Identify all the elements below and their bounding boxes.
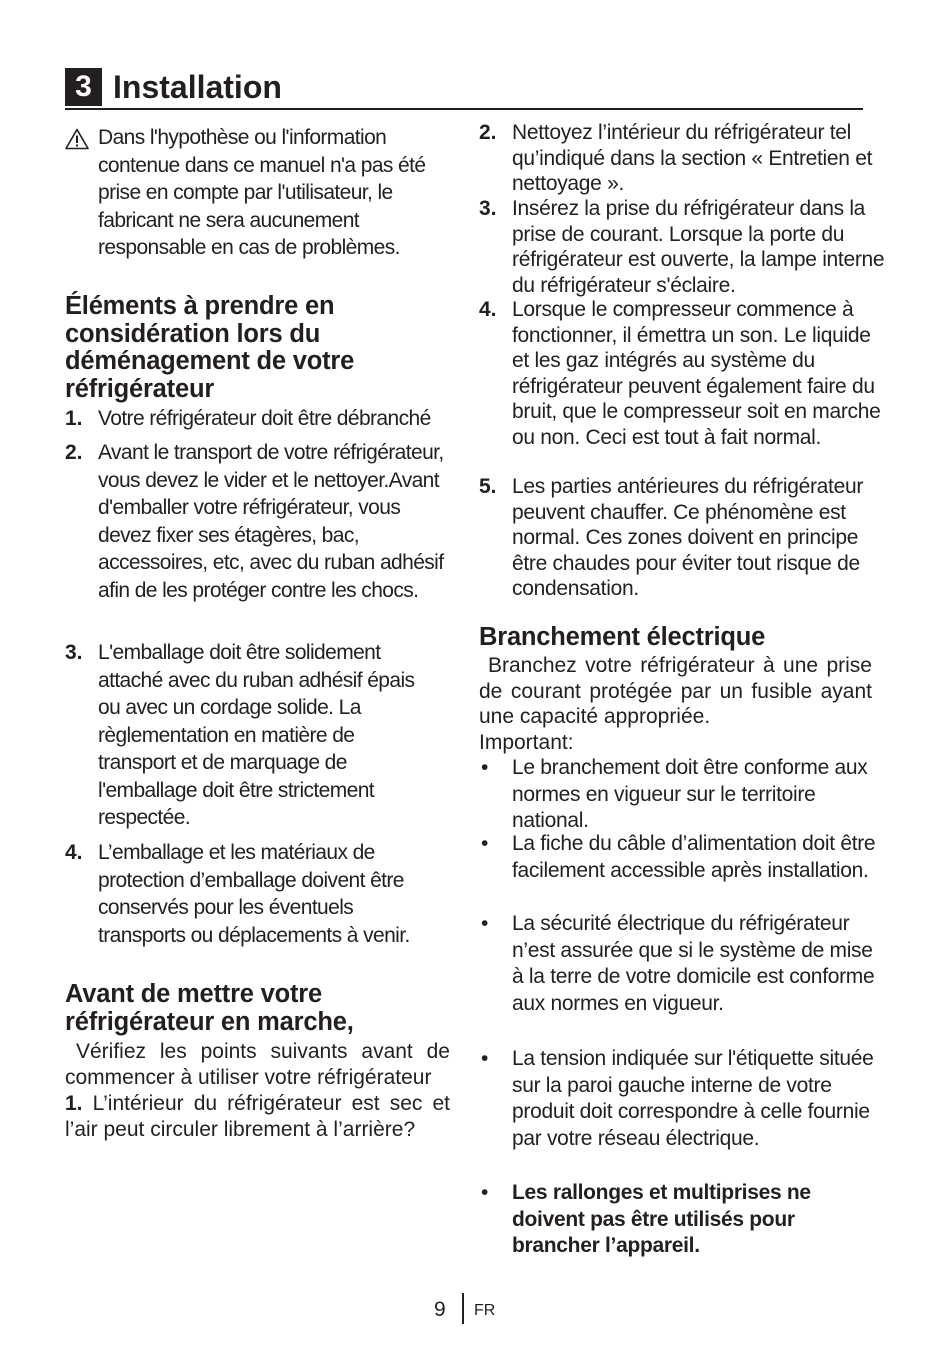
bullet-dot: • [481,912,489,935]
bullet-text: Le branchement doit être conforme aux normes en vigueur sur le territoire national. [512,756,868,832]
bullet-text: Les rallonges et multiprises ne doivent pas être utilisés pour brancher l’appareil. [512,1181,811,1257]
bullet-item [479,1180,869,1260]
electric-intro [479,653,872,730]
item-number: 3. [65,641,83,664]
item-number: 4. [65,841,83,864]
warning-icon [65,128,89,150]
item-text: Lorsque le compresseur commence à fonctionner, il émettra un son. Le liquide et les gaz intégrés au système du réfrigérateur peuvent également faire du bruit, que le compresseur soit en marche ou non. Ceci est tout à fait normal. [512,298,881,449]
item-number: 3. [479,197,497,220]
language-code: FR [474,1302,496,1319]
item-text: L’emballage et les matériaux de protection d’emballage doivent être conservés pour les éventuels transports ou déplacements à venir. [98,841,410,947]
bullet-dot: • [481,1181,489,1204]
bullet-dot: • [481,756,489,779]
bullet-dot: • [481,1047,489,1070]
list-item [65,839,440,949]
before-heading: Avant de mettre votre réfrigérateur en marche, [65,980,354,1036]
important-label: Important: [479,731,574,754]
footer-divider [462,1293,464,1324]
item-text: L’intérieur du réfrigérateur est sec et l’air peut circuler librement à l’arrière? [65,1092,450,1141]
warning-text: Dans l'hypothèse ou l'information contenue dans ce manuel n'a pas été prise en compte par l'utilisateur, le fabricant ne sera aucunement responsable en cas de problèmes. [98,126,426,259]
bullet-item [479,755,889,835]
item-number: 2. [479,121,497,144]
item-text: L'emballage doit être solidement attaché avec du ruban adhésif épais ou avec un cordage solide. La règlementation en matière de transport et de marquage de l'emballage doit être strictement respectée. [98,641,415,829]
item-number: 5. [479,475,497,498]
section-header [65,66,863,110]
item-number: 2. [65,441,83,464]
bullet-dot: • [481,832,489,855]
section-number: 3 [65,68,102,106]
before-intro [65,1039,450,1091]
item-number: 1. [65,1092,83,1115]
item-text: Insérez la prise du réfrigérateur dans la prise de courant. Lorsque la porte du réfrigérateur est ouverte, la lampe interne du réfrigérateur s'éclaire. [512,197,885,297]
list-item [65,405,455,433]
list-item [479,196,889,298]
before-item-1 [65,1091,450,1143]
bullet-text: La sécurité électrique du réfrigérateur n’est assurée que si le système de mise à la terre de votre domicile est conforme aux normes en vigueur. [512,912,875,1015]
list-item [65,439,450,604]
bullet-text: La tension indiquée sur l'étiquette située sur la paroi gauche interne de votre produit doit correspondre à celle fournie par votre réseau électrique. [512,1047,874,1150]
moving-heading: Éléments à prendre en considération lors du déménagement de votre réfrigérateur [65,292,355,403]
page-number: 9 [434,1298,446,1321]
item-text: Avant le transport de votre réfrigérateur, vous devez le vider et le nettoyer.Avant d'emballer votre réfrigérateur, vous devez fixer ses étagères, bac, accessoires, etc, avec du ruban adhésif afin de les protéger contre les chocs. [98,441,444,602]
item-number: 4. [479,298,497,321]
section-title: Installation [113,69,282,105]
electric-heading: Branchement électrique [479,623,766,651]
item-number: 1. [65,407,83,430]
bullet-text: La fiche du câble d’alimentation doit être facilement accessible après installation. [512,832,876,882]
list-item [479,120,889,197]
before-intro-text: Vérifiez les points suivants avant de commencer à utiliser votre réfrigérateur [65,1040,450,1089]
item-text: Nettoyez l’intérieur du réfrigérateur tel qu’indiqué dans la section « Entretien et nettoyage ». [512,121,873,195]
item-text: Les parties antérieures du réfrigérateur peuvent chauffer. Ce phénomène est normal. Ces zones doivent en principe être chaudes pour éviter tout risque de condensation. [512,475,864,600]
bullet-item [479,831,889,884]
warning-note [65,124,455,262]
list-item [479,474,889,602]
item-text: Votre réfrigérateur doit être débranché [98,407,431,430]
list-item [479,297,889,450]
bullet-item [479,1046,889,1152]
list-item [65,639,415,832]
bullet-item [479,911,889,1017]
electric-intro-text: Branchez votre réfrigérateur à une prise de courant protégée par un fusible ayant une capacité appropriée. [479,654,872,728]
